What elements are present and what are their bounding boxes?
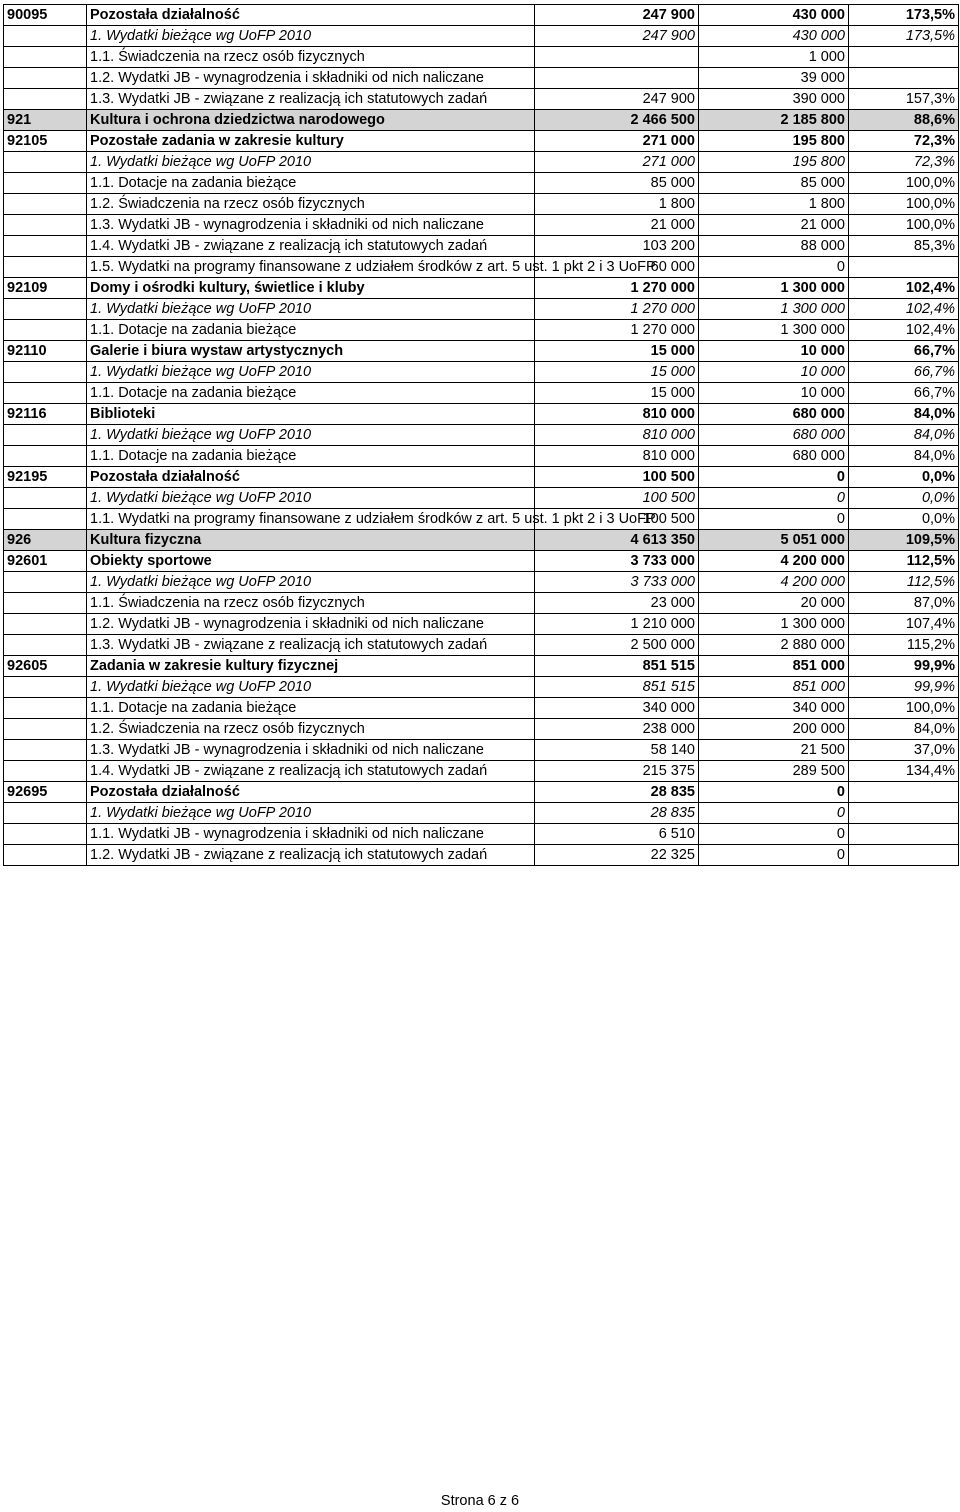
plan-amount-cell: 58 140 (535, 740, 699, 761)
section-row (4, 152, 959, 173)
category-row (4, 656, 959, 677)
classification-code-cell: 92109 (4, 278, 87, 299)
item-row (4, 194, 959, 215)
classification-code-cell (4, 761, 87, 782)
projected-amount-cell: 195 800 (699, 131, 849, 152)
budget-table-body (4, 5, 959, 866)
percentage-cell: 72,3% (849, 131, 959, 152)
projected-amount-cell: 10 000 (699, 341, 849, 362)
plan-amount-cell: 15 000 (535, 341, 699, 362)
percentage-cell: 173,5% (849, 26, 959, 47)
classification-code-cell: 92195 (4, 467, 87, 488)
classification-code-cell (4, 194, 87, 215)
classification-code-cell: 92105 (4, 131, 87, 152)
description-cell: Domy i ośrodki kultury, świetlice i kluby (87, 278, 535, 299)
plan-amount-cell: 3 733 000 (535, 572, 699, 593)
description-cell: 1.1. Wydatki na programy finansowane z udziałem środków z art. 5 ust. 1 pkt 2 i 3 UoFP (87, 509, 535, 530)
plan-amount-cell: 1 270 000 (535, 278, 699, 299)
section-row (4, 425, 959, 446)
description-cell: Biblioteki (87, 404, 535, 425)
item-row (4, 845, 959, 866)
category-row (4, 341, 959, 362)
percentage-cell: 87,0% (849, 593, 959, 614)
plan-amount-cell (535, 47, 699, 68)
percentage-cell: 102,4% (849, 278, 959, 299)
plan-amount-cell (535, 68, 699, 89)
description-cell: Kultura i ochrona dziedzictwa narodowego (87, 110, 535, 131)
plan-amount-cell: 1 800 (535, 194, 699, 215)
percentage-cell (849, 782, 959, 803)
percentage-cell: 107,4% (849, 614, 959, 635)
description-cell: 1.3. Wydatki JB - wynagrodzenia i składniki od nich naliczane (87, 740, 535, 761)
percentage-cell: 0,0% (849, 467, 959, 488)
classification-code-cell: 92110 (4, 341, 87, 362)
plan-amount-cell: 810 000 (535, 446, 699, 467)
projected-amount-cell: 4 200 000 (699, 551, 849, 572)
classification-code-cell (4, 698, 87, 719)
percentage-cell (849, 257, 959, 278)
projected-amount-cell: 21 000 (699, 215, 849, 236)
percentage-cell: 37,0% (849, 740, 959, 761)
plan-amount-cell: 1 270 000 (535, 320, 699, 341)
budget-table (3, 4, 959, 866)
projected-amount-cell: 2 185 800 (699, 110, 849, 131)
plan-amount-cell: 15 000 (535, 362, 699, 383)
item-row (4, 719, 959, 740)
classification-code-cell (4, 425, 87, 446)
classification-code-cell: 92605 (4, 656, 87, 677)
projected-amount-cell: 1 300 000 (699, 320, 849, 341)
classification-code-cell: 92695 (4, 782, 87, 803)
plan-amount-cell: 1 270 000 (535, 299, 699, 320)
description-cell: 1.2. Wydatki JB - wynagrodzenia i składniki od nich naliczane (87, 614, 535, 635)
plan-amount-cell: 247 900 (535, 26, 699, 47)
plan-amount-cell: 810 000 (535, 425, 699, 446)
projected-amount-cell: 430 000 (699, 5, 849, 26)
item-row (4, 236, 959, 257)
percentage-cell: 115,2% (849, 635, 959, 656)
description-cell: 1. Wydatki bieżące wg UoFP 2010 (87, 425, 535, 446)
percentage-cell (849, 824, 959, 845)
description-cell: 1.2. Świadczenia na rzecz osób fizycznych (87, 719, 535, 740)
percentage-cell: 72,3% (849, 152, 959, 173)
description-cell: Pozostałe zadania w zakresie kultury (87, 131, 535, 152)
plan-amount-cell: 247 900 (535, 5, 699, 26)
description-cell: 1. Wydatki bieżące wg UoFP 2010 (87, 572, 535, 593)
percentage-cell: 84,0% (849, 425, 959, 446)
projected-amount-cell: 21 500 (699, 740, 849, 761)
description-cell: 1.3. Wydatki JB - związane z realizacją ich statutowych zadań (87, 89, 535, 110)
plan-amount-cell: 4 613 350 (535, 530, 699, 551)
item-row (4, 635, 959, 656)
description-cell: 1.1. Dotacje na zadania bieżące (87, 698, 535, 719)
percentage-cell: 66,7% (849, 341, 959, 362)
classification-code-cell (4, 677, 87, 698)
item-row (4, 383, 959, 404)
projected-amount-cell: 10 000 (699, 362, 849, 383)
classification-code-cell (4, 320, 87, 341)
classification-code-cell (4, 89, 87, 110)
item-row (4, 68, 959, 89)
description-cell: 1. Wydatki bieżące wg UoFP 2010 (87, 803, 535, 824)
projected-amount-cell: 1 300 000 (699, 299, 849, 320)
description-cell: 1.4. Wydatki JB - związane z realizacją ich statutowych zadań (87, 761, 535, 782)
classification-code-cell (4, 740, 87, 761)
item-row (4, 593, 959, 614)
plan-amount-cell: 22 325 (535, 845, 699, 866)
classification-code-cell (4, 593, 87, 614)
percentage-cell: 99,9% (849, 677, 959, 698)
classification-code-cell: 921 (4, 110, 87, 131)
plan-amount-cell: 2 500 000 (535, 635, 699, 656)
projected-amount-cell: 1 300 000 (699, 278, 849, 299)
percentage-cell: 100,0% (849, 215, 959, 236)
projected-amount-cell: 0 (699, 803, 849, 824)
category-row (4, 782, 959, 803)
plan-amount-cell: 60 000 (535, 257, 699, 278)
description-cell: Pozostała działalność (87, 467, 535, 488)
projected-amount-cell: 4 200 000 (699, 572, 849, 593)
description-cell: 1. Wydatki bieżące wg UoFP 2010 (87, 677, 535, 698)
description-cell: 1.1. Dotacje na zadania bieżące (87, 320, 535, 341)
percentage-cell: 100,0% (849, 194, 959, 215)
item-row (4, 47, 959, 68)
projected-amount-cell: 0 (699, 824, 849, 845)
plan-amount-cell: 21 000 (535, 215, 699, 236)
section-row (4, 572, 959, 593)
description-cell: 1.2. Wydatki JB - związane z realizacją ich statutowych zadań (87, 845, 535, 866)
description-cell: 1.1. Dotacje na zadania bieżące (87, 383, 535, 404)
section-row (4, 26, 959, 47)
plan-amount-cell: 103 200 (535, 236, 699, 257)
projected-amount-cell: 1 300 000 (699, 614, 849, 635)
item-row (4, 173, 959, 194)
item-row (4, 89, 959, 110)
description-cell: 1. Wydatki bieżące wg UoFP 2010 (87, 299, 535, 320)
plan-amount-cell: 85 000 (535, 173, 699, 194)
projected-amount-cell: 1 800 (699, 194, 849, 215)
percentage-cell: 109,5% (849, 530, 959, 551)
plan-amount-cell: 15 000 (535, 383, 699, 404)
category-row (4, 530, 959, 551)
classification-code-cell (4, 299, 87, 320)
plan-amount-cell: 271 000 (535, 131, 699, 152)
section-row (4, 677, 959, 698)
classification-code-cell (4, 824, 87, 845)
description-cell: 1. Wydatki bieżące wg UoFP 2010 (87, 488, 535, 509)
percentage-cell: 0,0% (849, 509, 959, 530)
percentage-cell: 84,0% (849, 404, 959, 425)
projected-amount-cell: 85 000 (699, 173, 849, 194)
classification-code-cell: 92601 (4, 551, 87, 572)
classification-code-cell (4, 152, 87, 173)
projected-amount-cell: 39 000 (699, 68, 849, 89)
description-cell: Galerie i biura wystaw artystycznych (87, 341, 535, 362)
percentage-cell (849, 845, 959, 866)
item-row (4, 698, 959, 719)
classification-code-cell (4, 236, 87, 257)
plan-amount-cell: 6 510 (535, 824, 699, 845)
plan-amount-cell: 247 900 (535, 89, 699, 110)
percentage-cell: 66,7% (849, 383, 959, 404)
description-cell: 1. Wydatki bieżące wg UoFP 2010 (87, 152, 535, 173)
item-row (4, 614, 959, 635)
description-cell: 1.1. Dotacje na zadania bieżące (87, 173, 535, 194)
projected-amount-cell: 340 000 (699, 698, 849, 719)
category-row (4, 5, 959, 26)
plan-amount-cell: 28 835 (535, 803, 699, 824)
classification-code-cell (4, 47, 87, 68)
percentage-cell: 173,5% (849, 5, 959, 26)
classification-code-cell: 90095 (4, 5, 87, 26)
description-cell: 1.3. Wydatki JB - związane z realizacją ich statutowych zadań (87, 635, 535, 656)
classification-code-cell (4, 488, 87, 509)
classification-code-cell (4, 362, 87, 383)
description-cell: 1.2. Wydatki JB - wynagrodzenia i składniki od nich naliczane (87, 68, 535, 89)
category-row (4, 404, 959, 425)
plan-amount-cell: 100 500 (535, 488, 699, 509)
plan-amount-cell: 100 500 (535, 467, 699, 488)
projected-amount-cell: 0 (699, 488, 849, 509)
projected-amount-cell: 200 000 (699, 719, 849, 740)
percentage-cell: 102,4% (849, 299, 959, 320)
projected-amount-cell: 390 000 (699, 89, 849, 110)
item-row (4, 320, 959, 341)
description-cell: 1.2. Świadczenia na rzecz osób fizycznych (87, 194, 535, 215)
classification-code-cell: 92116 (4, 404, 87, 425)
plan-amount-cell: 3 733 000 (535, 551, 699, 572)
projected-amount-cell: 10 000 (699, 383, 849, 404)
plan-amount-cell: 2 466 500 (535, 110, 699, 131)
description-cell: 1.1. Świadczenia na rzecz osób fizycznych (87, 47, 535, 68)
percentage-cell: 84,0% (849, 719, 959, 740)
percentage-cell (849, 803, 959, 824)
plan-amount-cell: 100 500 (535, 509, 699, 530)
projected-amount-cell: 1 000 (699, 47, 849, 68)
description-cell: Obiekty sportowe (87, 551, 535, 572)
description-cell: 1.1. Wydatki JB - wynagrodzenia i składniki od nich naliczane (87, 824, 535, 845)
classification-code-cell (4, 803, 87, 824)
projected-amount-cell: 851 000 (699, 656, 849, 677)
category-row (4, 110, 959, 131)
description-cell: 1.3. Wydatki JB - wynagrodzenia i składniki od nich naliczane (87, 215, 535, 236)
projected-amount-cell: 0 (699, 845, 849, 866)
description-cell: Pozostała działalność (87, 5, 535, 26)
projected-amount-cell: 680 000 (699, 404, 849, 425)
description-cell: Pozostała działalność (87, 782, 535, 803)
classification-code-cell (4, 635, 87, 656)
plan-amount-cell: 810 000 (535, 404, 699, 425)
plan-amount-cell: 271 000 (535, 152, 699, 173)
projected-amount-cell: 0 (699, 467, 849, 488)
percentage-cell: 88,6% (849, 110, 959, 131)
projected-amount-cell: 20 000 (699, 593, 849, 614)
item-row (4, 824, 959, 845)
classification-code-cell (4, 173, 87, 194)
percentage-cell (849, 68, 959, 89)
percentage-cell: 0,0% (849, 488, 959, 509)
plan-amount-cell: 340 000 (535, 698, 699, 719)
classification-code-cell (4, 446, 87, 467)
percentage-cell: 134,4% (849, 761, 959, 782)
category-row (4, 467, 959, 488)
plan-amount-cell: 851 515 (535, 677, 699, 698)
item-row (4, 509, 959, 530)
plan-amount-cell: 28 835 (535, 782, 699, 803)
description-cell: 1.1. Świadczenia na rzecz osób fizycznych (87, 593, 535, 614)
section-row (4, 488, 959, 509)
classification-code-cell: 926 (4, 530, 87, 551)
projected-amount-cell: 851 000 (699, 677, 849, 698)
percentage-cell: 85,3% (849, 236, 959, 257)
item-row (4, 740, 959, 761)
projected-amount-cell: 289 500 (699, 761, 849, 782)
projected-amount-cell: 88 000 (699, 236, 849, 257)
category-row (4, 278, 959, 299)
page-number: Strona 6 z 6 (440, 1493, 520, 1509)
percentage-cell (849, 47, 959, 68)
projected-amount-cell: 2 880 000 (699, 635, 849, 656)
classification-code-cell (4, 509, 87, 530)
description-cell: Kultura fizyczna (87, 530, 535, 551)
percentage-cell: 100,0% (849, 698, 959, 719)
section-row (4, 299, 959, 320)
description-cell: 1.5. Wydatki na programy finansowane z udziałem środków z art. 5 ust. 1 pkt 2 i 3 UoFP (87, 257, 535, 278)
description-cell: 1.4. Wydatki JB - związane z realizacją ich statutowych zadań (87, 236, 535, 257)
category-row (4, 131, 959, 152)
projected-amount-cell: 195 800 (699, 152, 849, 173)
percentage-cell: 112,5% (849, 572, 959, 593)
percentage-cell: 112,5% (849, 551, 959, 572)
item-row (4, 446, 959, 467)
projected-amount-cell: 680 000 (699, 446, 849, 467)
classification-code-cell (4, 572, 87, 593)
description-cell: 1. Wydatki bieżące wg UoFP 2010 (87, 26, 535, 47)
projected-amount-cell: 5 051 000 (699, 530, 849, 551)
projected-amount-cell: 680 000 (699, 425, 849, 446)
section-row (4, 362, 959, 383)
item-row (4, 215, 959, 236)
classification-code-cell (4, 215, 87, 236)
item-row (4, 257, 959, 278)
projected-amount-cell: 0 (699, 509, 849, 530)
percentage-cell: 99,9% (849, 656, 959, 677)
plan-amount-cell: 1 210 000 (535, 614, 699, 635)
percentage-cell: 157,3% (849, 89, 959, 110)
description-cell: Zadania w zakresie kultury fizycznej (87, 656, 535, 677)
classification-code-cell (4, 719, 87, 740)
classification-code-cell (4, 257, 87, 278)
plan-amount-cell: 851 515 (535, 656, 699, 677)
percentage-cell: 102,4% (849, 320, 959, 341)
percentage-cell: 84,0% (849, 446, 959, 467)
projected-amount-cell: 430 000 (699, 26, 849, 47)
projected-amount-cell: 0 (699, 257, 849, 278)
category-row (4, 551, 959, 572)
section-row (4, 803, 959, 824)
classification-code-cell (4, 614, 87, 635)
classification-code-cell (4, 845, 87, 866)
description-cell: 1.1. Dotacje na zadania bieżące (87, 446, 535, 467)
projected-amount-cell: 0 (699, 782, 849, 803)
description-cell: 1. Wydatki bieżące wg UoFP 2010 (87, 362, 535, 383)
classification-code-cell (4, 383, 87, 404)
plan-amount-cell: 23 000 (535, 593, 699, 614)
classification-code-cell (4, 26, 87, 47)
percentage-cell: 100,0% (849, 173, 959, 194)
classification-code-cell (4, 68, 87, 89)
item-row (4, 761, 959, 782)
percentage-cell: 66,7% (849, 362, 959, 383)
plan-amount-cell: 238 000 (535, 719, 699, 740)
plan-amount-cell: 215 375 (535, 761, 699, 782)
